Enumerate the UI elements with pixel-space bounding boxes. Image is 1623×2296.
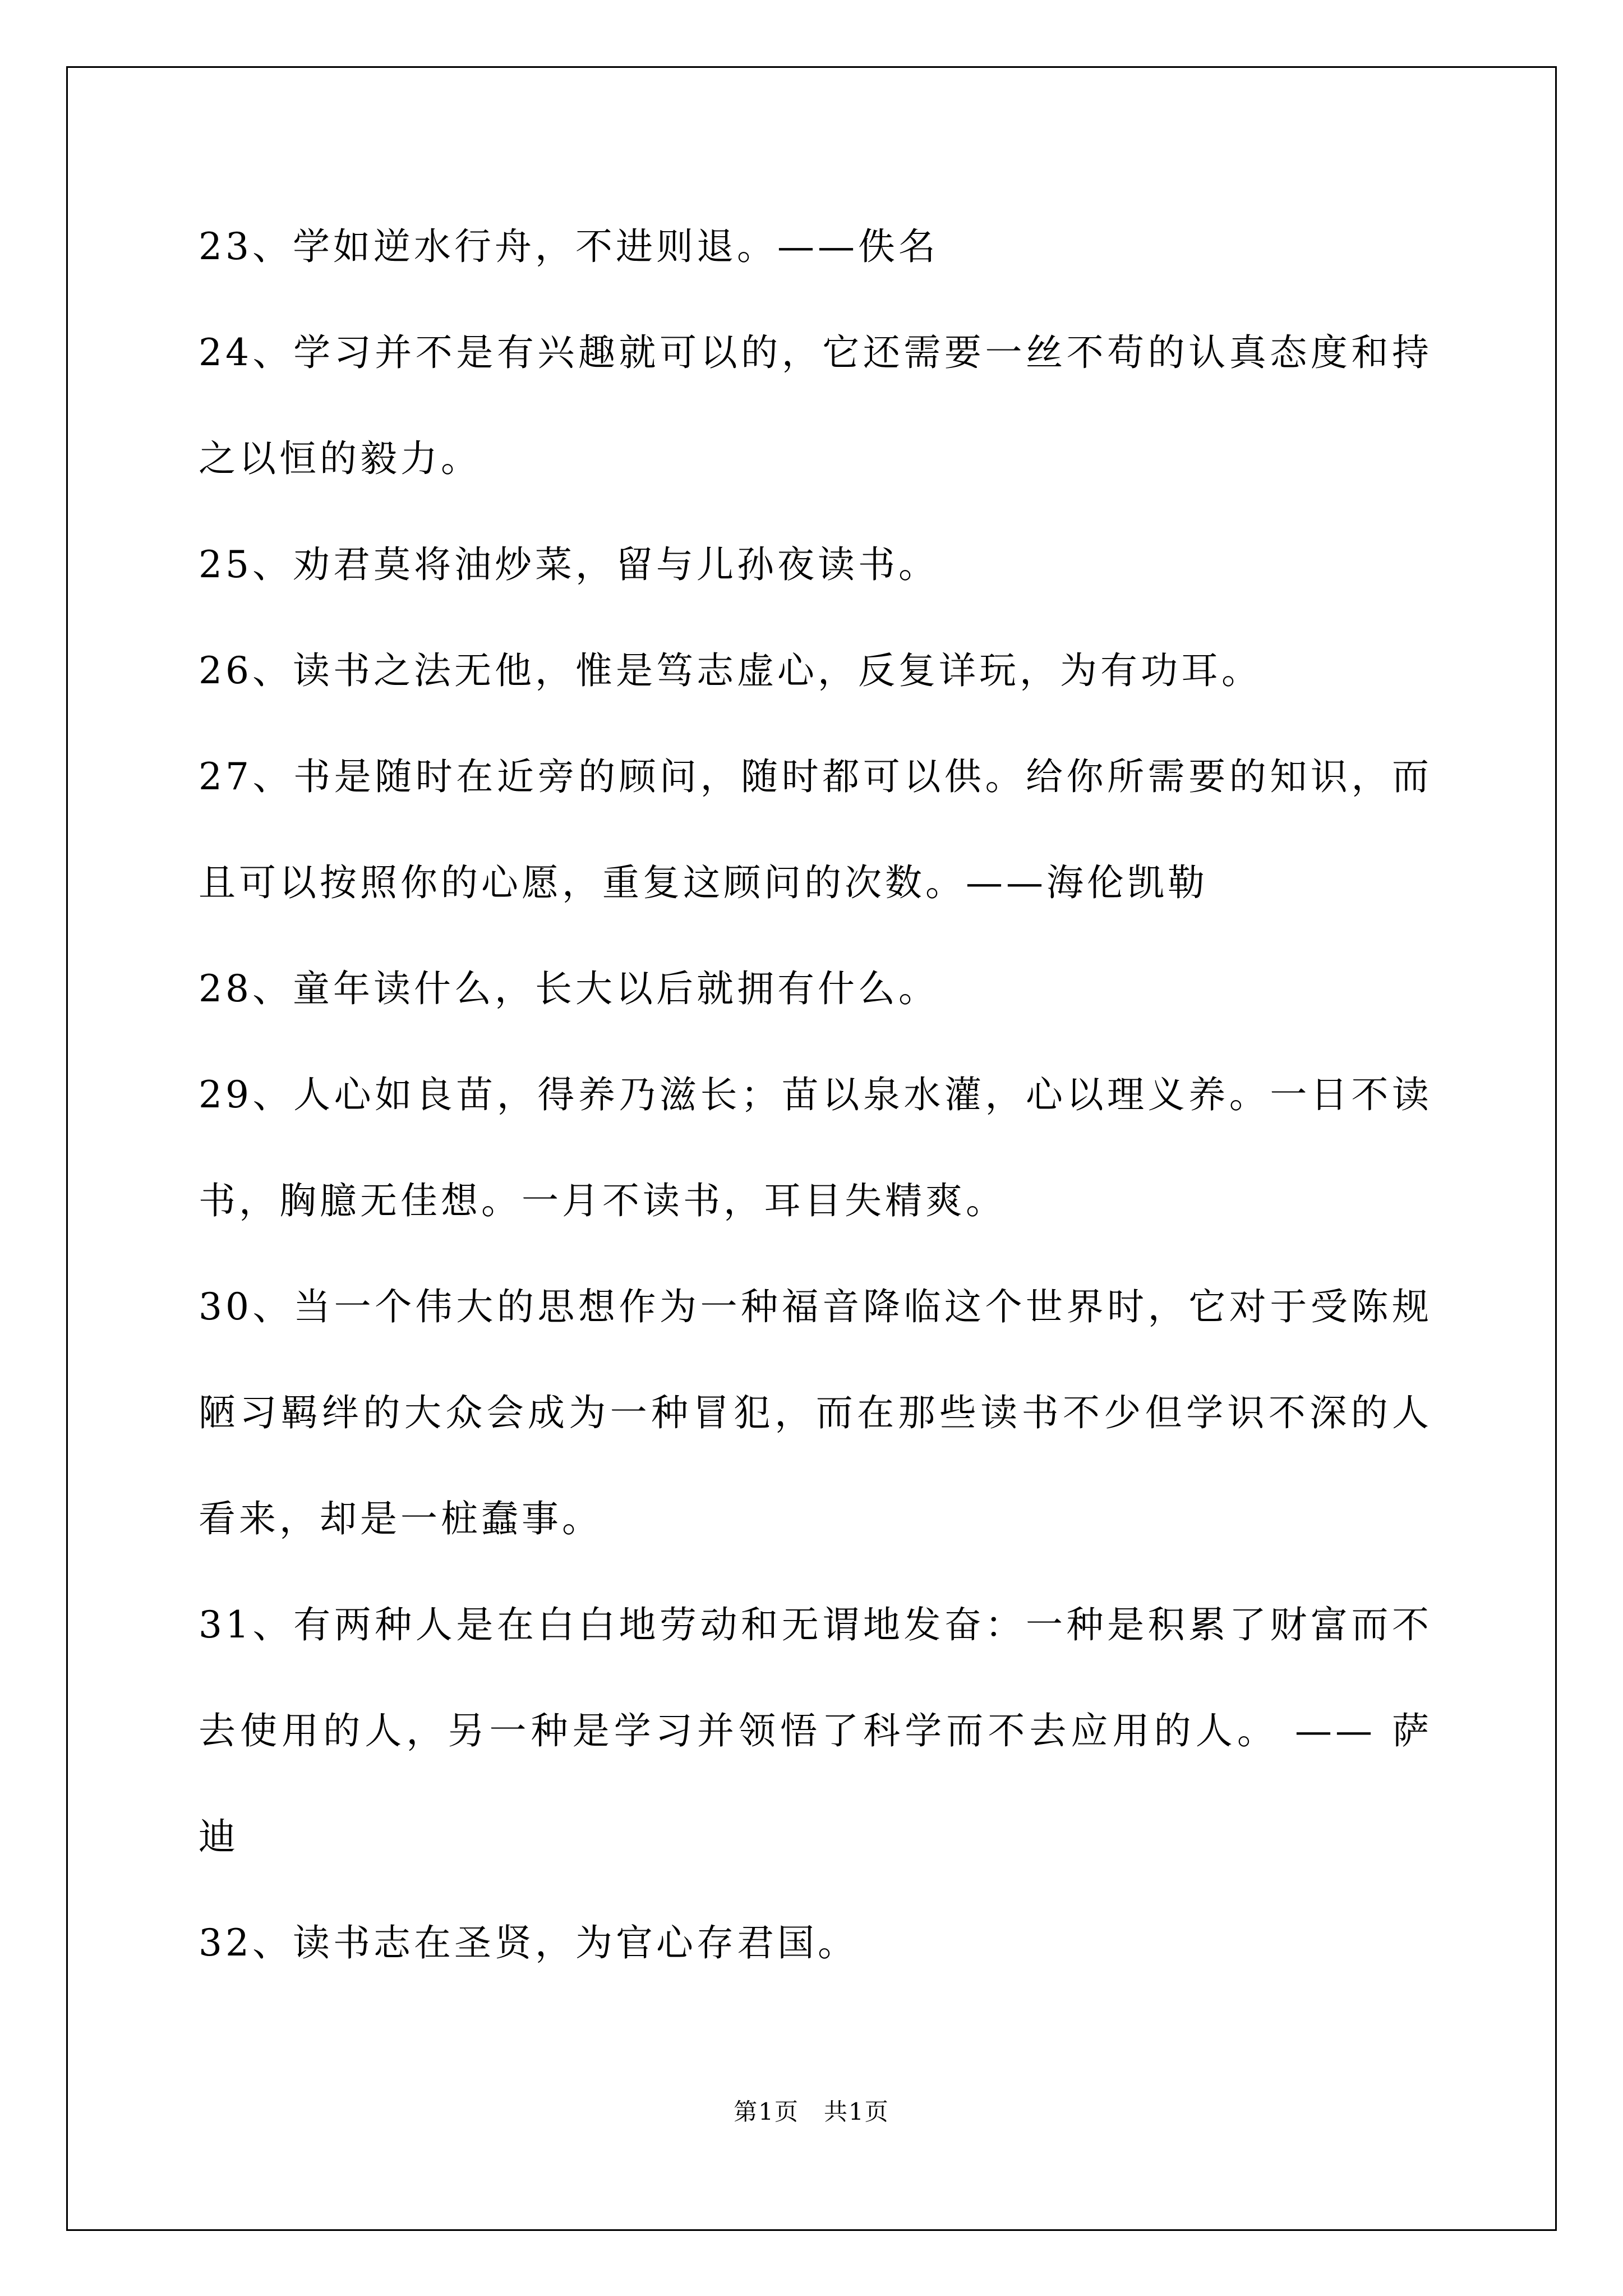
text-line: 28、童年读什么，长大以后就拥有什么。 xyxy=(199,967,939,1010)
text-line: 看来，却是一桩蠢事。 xyxy=(199,1497,602,1540)
page-footer: 第1页 共1页 xyxy=(734,2098,889,2125)
text-line: 23、学如逆水行舟，不进则退。——佚名 xyxy=(199,225,939,268)
text-line: 25、劝君莫将油炒菜，留与儿孙夜读书。 xyxy=(199,543,939,586)
text-line: 24、学习并不是有兴趣就可以的，它还需要一丝不苟的认真态度和持 xyxy=(199,331,1432,374)
text-line: 29、人心如良苗，得养乃滋长；苗以泉水灌，心以理义养。一日不读 xyxy=(199,1073,1432,1116)
text-line: 27、书是随时在近旁的顾问，随时都可以供。给你所需要的知识，而 xyxy=(199,755,1432,798)
text-line: 之以恒的毅力。 xyxy=(199,437,481,480)
text-line: 31、有两种人是在白白地劳动和无谓地发奋：一种是积累了财富而不 xyxy=(199,1603,1432,1646)
text-line: 且可以按照你的心愿，重复这顾问的次数。——海伦凯勒 xyxy=(199,861,1208,904)
text-line: 26、读书之法无他，惟是笃志虚心，反复详玩，为有功耳。 xyxy=(199,649,1262,692)
text-line: 陋习羁绊的大众会成为一种冒犯，而在那些读书不少但学识不深的人 xyxy=(199,1391,1432,1434)
text-line: 30、当一个伟大的思想作为一种福音降临这个世界时，它对于受陈规 xyxy=(199,1285,1432,1328)
text-line: 去使用的人，另一种是学习并领悟了科学而不去应用的人。 —— 萨 xyxy=(199,1709,1432,1752)
text-line: 书，胸臆无佳想。一月不读书，耳目失精爽。 xyxy=(199,1179,1006,1222)
document-body xyxy=(199,219,1432,2021)
text-line: 迪 xyxy=(199,1815,239,1858)
text-line: 32、读书志在圣贤，为官心存君国。 xyxy=(199,1921,858,1964)
